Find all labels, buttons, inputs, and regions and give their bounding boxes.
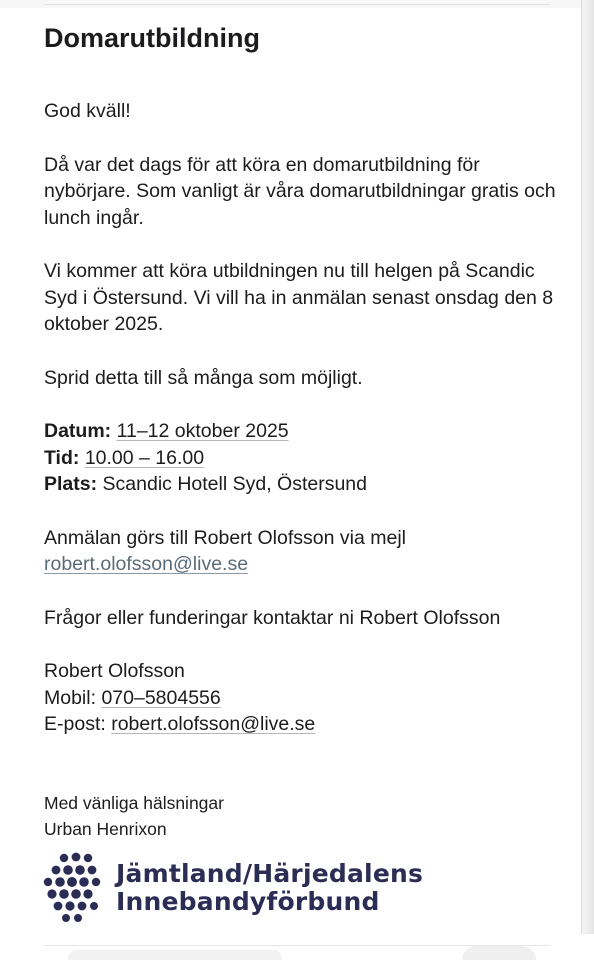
- closing: Med vänliga hälsningar: [44, 792, 224, 813]
- greeting: God kväll!: [44, 100, 131, 122]
- signature: [44, 790, 564, 842]
- time-label: Tid:: [44, 446, 80, 469]
- logo-wordmark: [116, 860, 423, 916]
- logo-line-2: Innebandyförbund: [116, 887, 380, 916]
- federation-logo: [40, 848, 460, 928]
- paragraph-intro: Då var det dags för att köra en domarutbildning för nybörjare. Som vanligt är våra domarutbildningar gratis och lunch ingår.: [44, 153, 556, 229]
- logo-line-1: Jämtland/Härjedalens: [116, 859, 424, 888]
- scroll-edge-line: [581, 0, 582, 960]
- signup-text: Anmälan görs till Robert Olofsson via mejl: [44, 526, 406, 549]
- mobile-link[interactable]: 070–5804556: [101, 686, 221, 709]
- contact-mobile-row: [44, 685, 564, 712]
- contact-block: [44, 658, 564, 738]
- sender-name: Urban Henrixon: [44, 818, 167, 839]
- place-value: Scandic Hotell Syd, Östersund: [102, 473, 367, 495]
- time-value[interactable]: 10.00 – 16.00: [84, 446, 205, 469]
- dots-logo-icon: [40, 848, 108, 928]
- date-value[interactable]: 11–12 oktober 2025: [116, 420, 289, 442]
- mobile-label: Mobil:: [44, 686, 97, 709]
- email-label: E-post:: [44, 713, 106, 735]
- place-label: Plats:: [44, 473, 98, 495]
- paragraph-share: Sprid detta till så många som möjligt.: [44, 366, 363, 389]
- date-row: [44, 418, 564, 445]
- top-divider: [44, 4, 550, 5]
- email-title: Domarutbildning: [44, 23, 260, 53]
- scroll-edge: [582, 0, 594, 960]
- questions-text: Frågor eller funderingar kontaktar ni Robert Olofsson: [44, 606, 501, 629]
- contact-email-row: [44, 711, 564, 738]
- paragraph-location: Vi kommer att köra utbildningen nu till helgen på Scandic Syd i Östersund. Vi vill ha in anmälan senast onsdag den 8 oktober 2025.: [44, 260, 554, 335]
- bottom-overlay: [0, 934, 594, 960]
- signup-email-row: [44, 551, 564, 578]
- event-details: [44, 418, 564, 498]
- time-row: [44, 445, 564, 472]
- email-body: [44, 18, 564, 842]
- signup-email-link[interactable]: robert.olofsson@live.se: [44, 553, 249, 575]
- bottom-pill-shape: [68, 950, 282, 960]
- date-label: Datum:: [44, 420, 112, 442]
- contact-name: Robert Olofsson: [44, 660, 185, 682]
- contact-email-link[interactable]: robert.olofsson@live.se: [111, 713, 316, 735]
- bottom-blob-shape: [462, 946, 536, 960]
- place-row: [44, 471, 564, 498]
